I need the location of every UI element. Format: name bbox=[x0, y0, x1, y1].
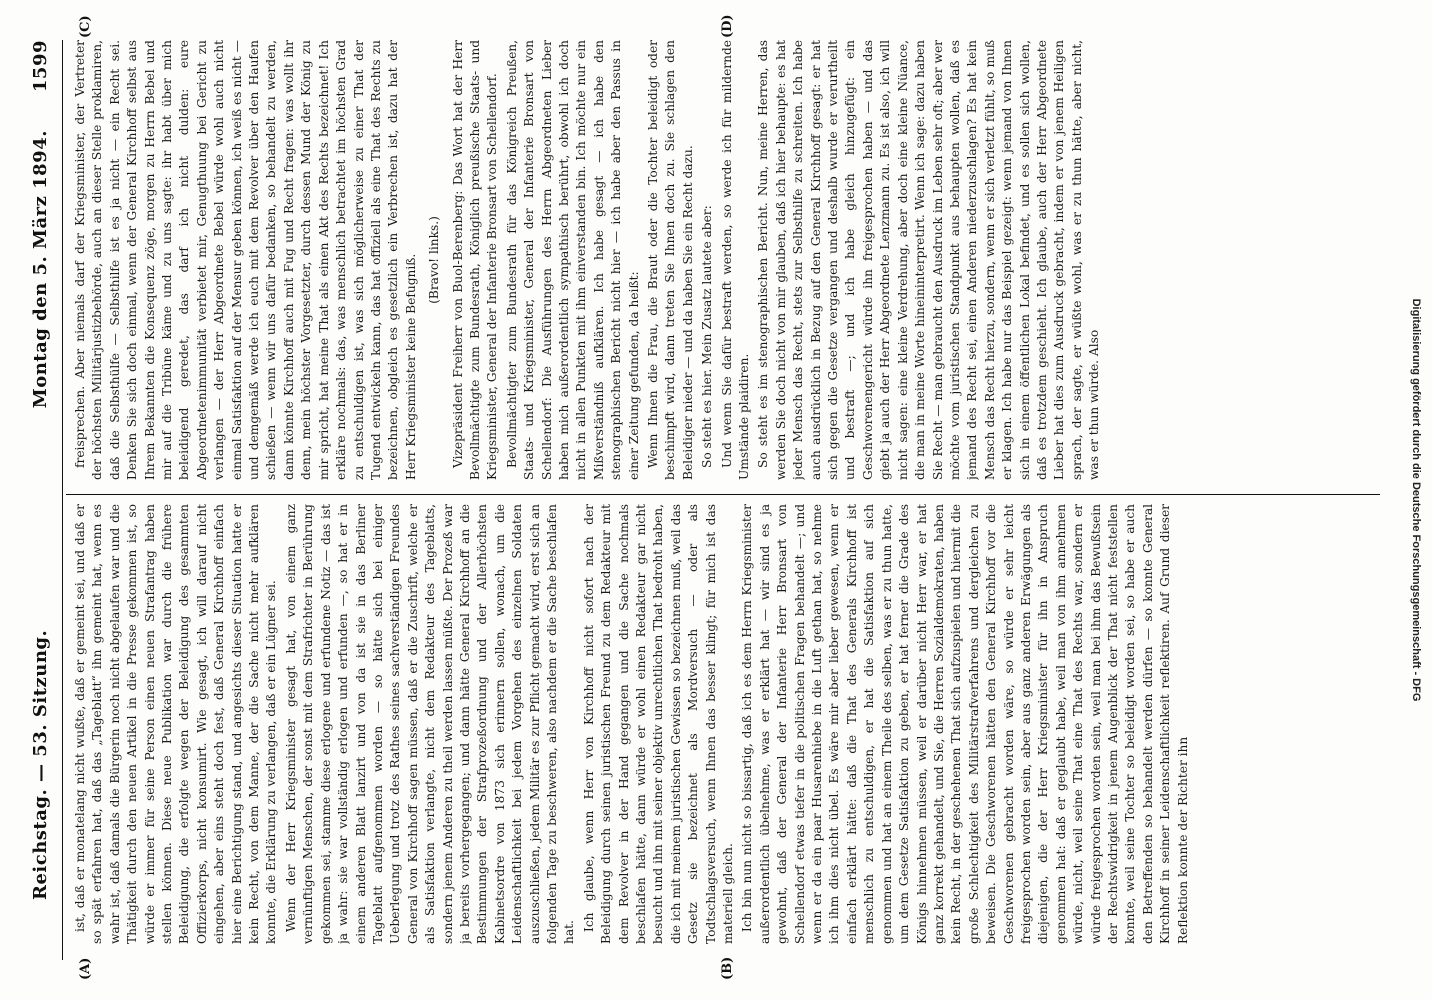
marker-b: (B) bbox=[720, 956, 735, 980]
dfg-credit bbox=[1404, 0, 1428, 1000]
page-number: 1599 bbox=[30, 40, 51, 93]
paragraph: Bevollmächtigter zum Bundesrath für das Königreich Preußen, Staats- und Kriegsminister, General der Infanterie Bronsart von Schellendorf: Die Ausführungen des Herrn Abgeordneten Lieber haben mich außerordentlich sympathisch berührt, obwohl ich doch nicht in allen Punkten mit ihm einverstanden bin. Ich möchte nur ein Mißverständniß aufklären. Ich habe gesagt — ich habe den stenographischen Bericht nicht hier — ich habe aber den Passus in einer Zeitung gefunden, da heißt: bbox=[504, 40, 641, 480]
paragraph: Ich glaube, wenn Herr von Kirchhoff nicht sofort nach der Beleidigung durch seinen juristischen Freund zu dem Redakteur mit dem Revolver in der Hand gegangen und die Sache nochmals beschlafen hätte, dann würde er wohl einen Redakteur gar nicht besucht und ihn mit seiner objektiv unrechtlichen That bedroht haben, die ich mit meinem juristischen Gewissen so bezeichnen muß, weil das Gesetz sie bezeichnet als Mordversuch — oder als Todtschlagsversuch, wenn Ihnen das besser klingt; für mich ist das materiell gleich. bbox=[581, 504, 736, 944]
right-column bbox=[72, 40, 1370, 480]
header-left: Reichstag. — 53. Sitzung. bbox=[30, 629, 51, 900]
column-divider bbox=[66, 494, 1380, 495]
left-column bbox=[72, 504, 1370, 944]
quotation: Wenn Ihnen die Frau, die Braut oder die Tochter beleidigt oder beschimpft wird, dann treten Sie Ihnen doch zu. Sie schlagen den Beleidiger nieder — und da haben Sie ein Recht dazu. bbox=[646, 40, 695, 480]
paragraph: Ich bin nun nicht so bissartig, daß ich es dem Herrn Kriegsminister außerordentlich übelnehme, was er erklärt hat — wir sind es ja gewohnt, daß der General der Infanterie Herr Bronsart von Schellendorf etwas tiefer in die politischen Fragen behandelt —; und wenn er da ein paar Husarenhiebe in die Luft gethan hat, so nehme ich ihm dies nicht übel. Es wäre mir aber lieber gewesen, wenn er einfach erklärt hätte: daß die That des Generals Kirchhoff ist menschlich zu entschuldigen, er hat die Satisfaktion auf sich genommen und hat an einem Theile des selben, was er zu thun hatte, um dem Gesetze Satisfaktion zu geben, er hat ferner die Grade des Königs hinnehmen müssen, weil er darüber nicht Herr war, er hat ganz korrekt gehandelt, und Sie, die Herren Sozialdemokraten, haben kein Recht, in der geschehenen That sich aufzuspielen und hiermit die große Schlechtigkeit des Militärstrafverfahrens und dergleichen zu beweisen. Die Geschworenen hätten den General Kirchhoff vor die Geschworenen gebracht worden wäre, so würde er sehr leicht freigesprochen worden sein, aber aus ganz anderen Erwägungen als diejenigen, die der Herr Kriegsminister für ihn in Anspruch genommen hat: daß er geglaubt habe, weil man von ihm annehmen würde, nicht, weil seine That eine That des Rechts war, sondern er würde freigesprochen worden sein, weil man bei ihm das Bewußtsein der Rechtswidrigkeit in jenem Augenblick der That nicht feststellen konnte, weil seine Tochter so beleidigt worden sei, so habe er auch den Betreffenden so behandelt werden dürfen — so konnte General Kirchhoff in seiner Leidenschaftlichkeit reflektiren. Auf Grund dieser Reflektion konnte der Richter ihn bbox=[740, 504, 1190, 944]
speaker-intro: Vizepräsident Freiherr von Buol-Berenberg: Das Wort hat der Herr Bevollmächtigte zum Bundesrath, Königlich preußische Staats- und Kriegsminister, General der Infanterie Bronsart von Schellendorf. bbox=[450, 40, 500, 480]
paragraph: freisprechen. Aber niemals darf der Kriegsminister, der Vertreter der höchsten Militärjustizbehörde, auch an dieser Stelle proklamiren, daß die Selbsthülfe — Selbsthilfe ist es ja nicht — ein Recht sei. Denken Sie sich doch einmal, wenn der General Kirchhoff selbst aus Ihrem Bekannten die Konsequenz zöge, morgen zu Herrn Bebel und mir auf die Tribüne käme und zu uns sagte: ihr habt über mich beleidigend geredet, das darf ich nicht dulden: eure Abgeordnetenimmunität verbietet mir, Genugthuung bei Gericht zu verlangen — der Herr Abgeordnete Bebel würde wohl auch nicht einmal Satisfaktion auf der Mensur geben können, ich weiß es nicht — und demgemäß werde ich euch mit dem Revolver über den Haufen schießen — wenn wir uns dafür bedanken, so behandelt zu werden, dann könnte Kirchhoff auch mit Fug und Recht fragen: was wollt ihr denn, mein höchster Vorgesetzter, durch dessen Mund der König zu mir spricht, hat meine That als einen Akt des Rechts bezeichnet! Ich erkläre nochmals: das, was menschlich betrachtet im höchsten Grad zu entschuldigen ist, was sich möglicherweise zu einer That der Tugend entwickeln kann, das hat offiziell als eine That des Rechts zu bezeichnen, obgleich es gesetzlich ein Verbrechen ist, dazu hat der Herr Kriegsminister keine Befugniß. bbox=[73, 40, 418, 480]
marker-d: (D) bbox=[720, 14, 735, 38]
marker-c: (C) bbox=[78, 15, 93, 38]
paragraph: ist, daß er monatelang nicht wußte, daß er gemeint sei, und daß er so spät erfahren hat, daß das „Tageblatt“ ihn gemeint hat, wenn es wahr ist, daß damals die Bürgerin noch nicht abgelaufen war und die Thätigkeit durch den neuen Artikel in die Presse gekommen ist, so würde er immer für seine Person einen neuen Strafantrag haben stellen können. Diese neue Publikation war durch die frühere Beleidigung, die erfolgte wegen der Beleidigung des gesammten Offizierkorps, nicht konsumirt. Wie gesagt, ich will darauf nicht eingehen, aber eins steht doch fest, daß General Kirchhoff einfach hier eine Berichtigung stand, und angesichts dieser Situation hatte er kein Recht, von dem Manne, der die Sache nicht mehr aufklären konnte, die Erklärung zu verlangen, daß er ein Lügner sei. bbox=[73, 504, 279, 944]
page-header bbox=[30, 40, 58, 960]
header-date: Montag den 5. März 1894. bbox=[30, 130, 51, 409]
paragraph: Wenn der Herr Kriegsminister gesagt hat, von einem ganz vernünftigen Menschen, der sonst mit dem Strafrichter in Berührung gekommen sei, stamme diese erlogene und erfundene Notiz — das ist ja wahr: sie war vollständig erlogen und erfunden —, so hat er in einem anderen Blatt lanzirt und von da ist sie in das Berliner Tageblatt aufgenommen worden — so hätte sich bei einiger Ueberlegung und trotz des Rathes seines sachverständigen Freundes General von Kirchhoff sagen müssen, daß er die Zuschrift, welche er als Satisfaktion verlangte, nicht dem Redakteur des Tageblatts, sondern jenem Anderen zu theil werden lassen müßte. Der Prozeß war ja bereits vorhergegangen; und dann hätte General Kirchhoff an die Bestimmungen der Strafprozeßordnung und der Allerhöchsten Kabinetsordre von 1873 sich erinnern sollen, wonach, um die Leidenschaftlichkeit bei jedem Vorgehen des einzelnen Soldaten auszuschließen, jedem Militär es zur Pflicht gemacht wird, erst sich an folgenden Tage zu beschweren, also nachdem er die Sache beschlafen hat. bbox=[283, 504, 577, 944]
paragraph: So steht es im stenographischen Bericht. Nun, meine Herren, das werden Sie doch nicht von mir glauben, daß ich hier behaupte: es hat jeder Mensch das Recht, stets zur Selbsthilfe zu schreiten. Ich habe auch ausdrücklich in Bezug auf den General Kirchhoff gesagt: er hat sich gegen die Gesetze vergangen und deshalb wurde er verurtheilt und bestraft —; und ich habe gleich hinzugefügt: ein Geschworenengericht würde ihn freigesprochen haben — und das giebt ja auch der Herr Abgeordnete Lenzmann zu. Es ist also, ich will nicht sagen: eine kleine Verdrehung, aber doch eine kleine Nüance, die man in meine Worte hineininterpretirt. Wenn ich sage: dazu haben Sie Recht — man gebraucht den Ausdruck im Leben sehr oft; aber wer möchte vom juristischen Standpunkt aus behaupten wollen, daß es jemand des Recht sei, einen Anderen niederzuschlagen? Es hat kein Mensch das Recht hierzu, sondern, wenn er sich verletzt fühlt, so muß er klagen. Ich habe nur das Beispiel gezeigt: wenn jemand von Ihnen sich in einem öffentlichen Lokal befindet, und es sollen sich wollen, daß es trotzdem geschieht. Ich glaube, auch der Herr Abgeordnete Lieber hat dies zum Ausdruck gebracht, indem er von jenem Heiligen sprach, der sagte, er wüßte wohl, was er zu thun hätte, aber nicht, was er thun würde. Also bbox=[756, 40, 1102, 480]
dfg-credit-text: Digitalisierung gefördert durch die Deutsche Forschungsgemeinschaft - DFG bbox=[1410, 298, 1422, 702]
marker-a: (A) bbox=[78, 957, 93, 980]
interjection: (Bravo! links.) bbox=[427, 216, 442, 304]
header-rule bbox=[62, 40, 63, 960]
quotation: Und wenn Sie dafür bestraft werden, so werde ich für mildernde Umstände plaidiren. bbox=[719, 40, 752, 480]
paragraph: So steht es hier. Mein Zusatz lautete aber: bbox=[700, 205, 715, 468]
